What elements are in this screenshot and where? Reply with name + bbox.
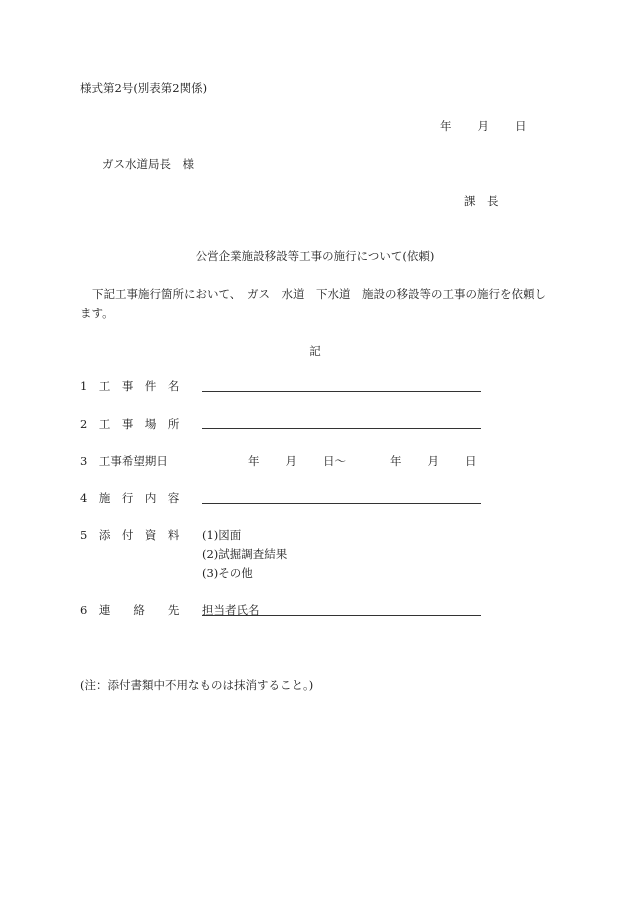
attachment-other: (3)その他 (202, 566, 253, 580)
addressee: ガス水道局長 様 (102, 157, 194, 171)
item-label-attachments: 5 添 付 資 料 (80, 528, 180, 542)
from-day: 日〜 (323, 454, 346, 468)
contact-line (202, 615, 481, 616)
item-label-work-location: 2 工 事 場 所 (80, 417, 180, 431)
item-label-work-content: 4 施 行 内 容 (80, 491, 180, 505)
work-name-line (202, 391, 481, 392)
from-year: 年 (248, 454, 260, 468)
work-content-line (202, 503, 481, 504)
contact-person-label: 担当者氏名 (202, 603, 260, 617)
desired-date-range (248, 453, 477, 469)
attachment-drawings: (1)図面 (202, 528, 242, 542)
from-month: 月 (285, 454, 297, 468)
attachment-test-dig-results: (2)試掘調査結果 (202, 547, 288, 561)
sender: 課 長 (464, 194, 499, 208)
form-number: 様式第2号(別表第2関係) (80, 81, 208, 95)
date-line (440, 118, 527, 134)
date-day: 日 (515, 119, 527, 133)
body-text: 下記工事施行箇所において、 ガス 水道 下水道 施設の移設等の工事の施行を依頼します。 (80, 287, 547, 320)
work-location-line (202, 428, 481, 429)
date-year: 年 (440, 119, 452, 133)
to-day: 日 (465, 454, 477, 468)
to-month: 月 (427, 454, 439, 468)
to-year: 年 (390, 454, 402, 468)
date-month: 月 (477, 119, 489, 133)
item-label-work-name: 1 工 事 件 名 (80, 379, 180, 393)
item-label-contact: 6 連 絡 先 (80, 603, 180, 617)
ki-heading: 記 (309, 344, 321, 358)
document-title: 公営企業施設移設等工事の施行について(依頼) (195, 249, 435, 263)
item-label-desired-date: 3 工事希望期日 (80, 454, 168, 468)
note: (注：添付書類中不用なものは抹消すること。) (80, 678, 314, 692)
